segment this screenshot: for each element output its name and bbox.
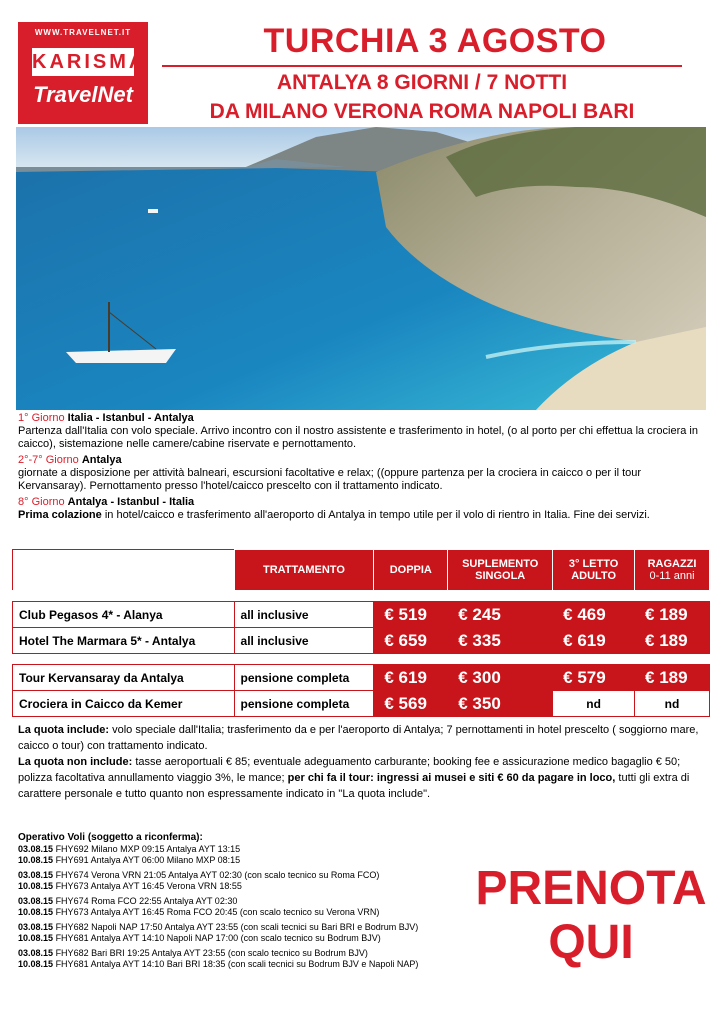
day-route: Italia - Istanbul - Antalya xyxy=(67,412,194,424)
flight-text: FHY682 Napoli NAP 17:50 Antalya AYT 23:55 (con scali tecnici su Bari BRI e Bodrum BJV) xyxy=(55,922,419,932)
header-ragazzi xyxy=(635,550,710,591)
beach-photo-illustration xyxy=(16,127,706,410)
flight-group xyxy=(18,896,488,918)
prenota-line2: QUI xyxy=(548,916,634,969)
row-trattamento: all inclusive xyxy=(234,628,374,654)
header-doppia: DOPPIA xyxy=(374,550,448,591)
logo-brand-box xyxy=(32,48,147,76)
table-spacer xyxy=(13,591,710,602)
header-singola-line1: SUPLEMENTO xyxy=(462,558,539,570)
itinerary-day-2-heading xyxy=(18,454,698,467)
header-letto-line1: 3° LETTO xyxy=(568,558,619,570)
row-doppia: € 519 xyxy=(374,602,448,628)
row-doppia: € 619 xyxy=(374,665,448,691)
spacer-cell xyxy=(13,591,710,602)
row-name: Club Pegasos 4* - Alanya xyxy=(13,602,235,628)
flight-text: FHY682 Bari BRI 19:25 Antalya AYT 23:55 (con scalo tecnico su Bodrum BJV) xyxy=(55,948,368,958)
itinerary-day-2-text: giornate a disposizione per attività balneari, escursioni facoltative e relax; ((oppure partenza per la crociera in caicco o per il tour Kervansaray). Pernottamento presso l'hotel/caicco prescelto con il trattamento indicato. xyxy=(18,467,642,492)
quota-include xyxy=(18,722,704,754)
table-row xyxy=(13,628,710,654)
flight-line xyxy=(18,844,488,855)
flight-text: FHY674 Roma FCO 22:55 Antalya AYT 02:30 xyxy=(55,896,238,906)
flight-date: 10.08.15 xyxy=(18,907,54,917)
day-route: Antalya - Istanbul - Italia xyxy=(67,496,195,508)
flight-line xyxy=(18,922,488,933)
page-subtitle-duration: ANTALYA 8 GIORNI / 7 NOTTI xyxy=(276,71,568,94)
quota-tour-bold: per chi fa il tour: ingressi ai musei e siti € 60 da pagare in loco, xyxy=(287,772,616,784)
prenota-qui-button[interactable] xyxy=(462,862,720,970)
spacer-cell xyxy=(13,654,710,665)
row-singola: € 335 xyxy=(448,628,553,654)
flight-date: 10.08.15 xyxy=(18,959,54,969)
flight-date: 03.08.15 xyxy=(18,896,54,906)
prenota-line1: PRENOTA xyxy=(475,862,707,915)
row-terzo-letto: € 619 xyxy=(553,628,635,654)
quota-include-text: volo speciale dall'Italia; trasferimento da e per l'aeroporto di Antalya; 7 pernottamenti in hotel prescelto ( soggiorno mare, caicco o tour) con trattamento indicato. xyxy=(18,724,699,752)
karisma-travelnet-logo[interactable] xyxy=(18,22,148,124)
flight-text: FHY681 Antalya AYT 14:10 Bari BRI 18:35 (con scali tecnici su Bodrum BJV e Napoli NAP) xyxy=(55,959,419,969)
price-table xyxy=(12,549,710,717)
flight-line xyxy=(18,948,488,959)
header-terzo-letto xyxy=(553,550,635,591)
day-route: Antalya xyxy=(81,454,122,466)
table-row xyxy=(13,602,710,628)
flight-text: FHY673 Antalya AYT 16:45 Verona VRN 18:55 xyxy=(55,881,242,891)
quota-tail-text: tutti gli extra di carattere personale e tutto quanto non espressamente indicato in "La quota include". xyxy=(18,772,690,800)
flight-group xyxy=(18,870,488,892)
table-row xyxy=(13,665,710,691)
row-terzo-letto: nd xyxy=(553,691,635,717)
flight-date: 03.08.15 xyxy=(18,922,54,932)
quota-not-include-text: tasse aeroportuali € 85; eventuale adeguamento carburante; booking fee e assicurazione medico bagaglio € 50; polizza facoltativa annullamento viaggio 3%, le mance; xyxy=(18,756,681,784)
flight-date: 10.08.15 xyxy=(18,855,54,865)
header-ragazzi-line2: 0-11 anni xyxy=(649,570,695,582)
itinerary-day-1-text: Partenza dall'Italia con volo speciale. Arrivo incontro con il nostro assistente e trasferimento in hotel, (o al porto per chi effettua la crociera in caicco), sistemazione nelle camere/cabine riservate e pernottamento. xyxy=(18,425,698,450)
row-terzo-letto: € 469 xyxy=(553,602,635,628)
day-text-bold: Prima colazione xyxy=(18,509,102,521)
row-ragazzi: nd xyxy=(635,691,710,717)
row-singola: € 300 xyxy=(448,665,553,691)
row-ragazzi: € 189 xyxy=(635,628,710,654)
itinerary-day-1-heading xyxy=(18,412,698,425)
header-singola xyxy=(448,550,553,591)
price-table-header xyxy=(13,550,710,591)
flight-text: FHY681 Antalya AYT 14:10 Napoli NAP 17:00 (con scalo tecnico su Bodrum BJV) xyxy=(55,933,381,943)
row-trattamento: pensione completa xyxy=(234,665,374,691)
flight-schedule-title: Operativo Voli (soggetto a riconferma): xyxy=(18,832,203,843)
flight-date: 10.08.15 xyxy=(18,933,54,943)
flight-line xyxy=(18,959,488,970)
flight-text: FHY673 Antalya AYT 16:45 Roma FCO 20:45 (con scalo tecnico su Verona VRN) xyxy=(55,907,380,917)
header-letto-line2: ADULTO xyxy=(571,570,616,582)
flight-line xyxy=(18,907,488,918)
quota-not-include xyxy=(18,754,704,802)
row-ragazzi: € 189 xyxy=(635,602,710,628)
row-name: Tour Kervansaray da Antalya xyxy=(13,665,235,691)
title-rule xyxy=(162,65,682,67)
quota-info xyxy=(18,722,704,802)
logo-sub: TravelNet xyxy=(33,82,133,107)
page-subtitle-departures: DA MILANO VERONA ROMA NAPOLI BARI xyxy=(209,100,635,123)
header-ragazzi-line1: RAGAZZI xyxy=(647,558,697,570)
table-spacer xyxy=(13,654,710,665)
quota-include-label: La quota include: xyxy=(18,724,110,736)
header-trattamento: TRATTAMENTO xyxy=(234,550,374,591)
flight-date: 03.08.15 xyxy=(18,870,54,880)
day-label: 2°-7° Giorno xyxy=(18,454,79,466)
flight-date: 03.08.15 xyxy=(18,948,54,958)
header-blank-cell xyxy=(13,550,235,591)
header-singola-line2: SINGOLA xyxy=(475,570,526,582)
itinerary xyxy=(18,412,698,522)
flight-schedule xyxy=(18,832,488,974)
row-name: Hotel The Marmara 5* - Antalya xyxy=(13,628,235,654)
row-name: Crociera in Caicco da Kemer xyxy=(13,691,235,717)
flight-text: FHY674 Verona VRN 21:05 Antalya AYT 02:30 (con scalo tecnico su Roma FCO) xyxy=(55,870,380,880)
logo-url: WWW.TRAVELNET.IT xyxy=(34,28,132,37)
flight-text: FHY692 Milano MXP 09:15 Antalya AYT 13:15 xyxy=(55,844,241,854)
row-ragazzi: € 189 xyxy=(635,665,710,691)
itinerary-day-8-heading xyxy=(18,496,698,509)
row-doppia: € 569 xyxy=(374,691,448,717)
flight-line xyxy=(18,870,488,881)
row-trattamento: all inclusive xyxy=(234,602,374,628)
flight-date: 10.08.15 xyxy=(18,881,54,891)
row-trattamento: pensione completa xyxy=(234,691,374,717)
row-singola: € 350 xyxy=(448,691,553,717)
logo-brand: KARISMA xyxy=(32,51,147,73)
flight-group xyxy=(18,948,488,970)
row-terzo-letto: € 579 xyxy=(553,665,635,691)
flight-line xyxy=(18,881,488,892)
quota-not-include-label: La quota non include: xyxy=(18,756,133,768)
day-label: 8° Giorno xyxy=(18,496,65,508)
row-doppia: € 659 xyxy=(374,628,448,654)
day-label: 1° Giorno xyxy=(18,412,65,424)
table-row xyxy=(13,691,710,717)
flight-group xyxy=(18,922,488,944)
row-singola: € 245 xyxy=(448,602,553,628)
flight-group xyxy=(18,844,488,866)
flight-line xyxy=(18,933,488,944)
flight-line xyxy=(18,855,488,866)
flight-text: FHY691 Antalya AYT 06:00 Milano MXP 08:15 xyxy=(55,855,241,865)
beach-photo xyxy=(16,127,706,410)
day-text: in hotel/caicco e trasferimento all'aeroporto di Antalya in tempo utile per il volo di rientro in Italia. Fine dei servizi. xyxy=(104,509,650,521)
flight-date: 03.08.15 xyxy=(18,844,54,854)
flight-line xyxy=(18,896,488,907)
itinerary-day-8-text xyxy=(18,509,698,522)
page-title: TURCHIA 3 AGOSTO xyxy=(263,22,607,60)
